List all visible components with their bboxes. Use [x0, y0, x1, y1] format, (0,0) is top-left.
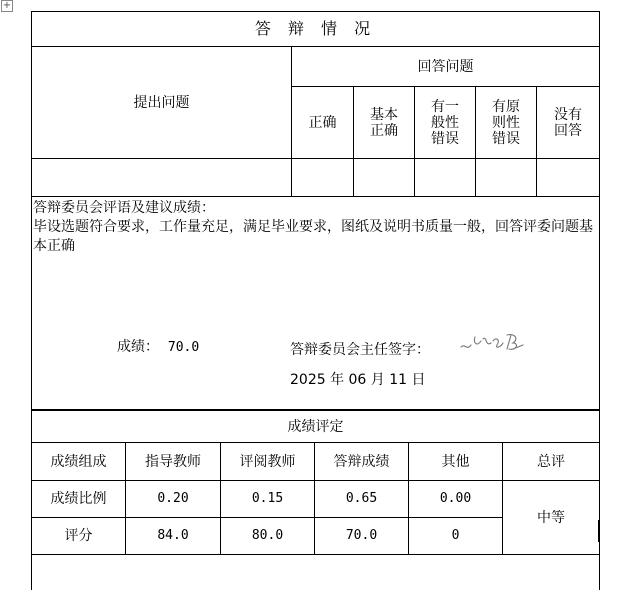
score-defense[interactable]: 70.0	[315, 518, 409, 555]
ratio-row-label: 成绩比例	[32, 481, 126, 518]
score-header-composition: 成绩组成	[32, 443, 126, 481]
score-table	[31, 410, 600, 590]
answer-col-correct: 正确	[292, 87, 354, 159]
score-row-label: 评分	[32, 518, 126, 555]
table-move-handle-icon[interactable]: +	[2, 0, 12, 11]
score-header-defense: 答辩成绩	[315, 443, 409, 481]
answer-cell-correct[interactable]	[292, 159, 354, 197]
score-header-overall: 总评	[503, 443, 600, 481]
answer-col-basically-correct: 基本 正确	[354, 87, 415, 159]
grade-value: 70.0	[167, 340, 200, 355]
grade-line	[117, 339, 199, 356]
ratio-other[interactable]: 0.00	[409, 481, 503, 518]
question-header: 提出问题	[32, 47, 292, 159]
question-cell[interactable]	[32, 159, 292, 197]
cell-cursor-marker	[598, 520, 599, 542]
grade-label: 成绩：	[117, 339, 159, 355]
handwritten-signature-icon	[457, 325, 557, 359]
defense-table	[31, 11, 600, 410]
score-advisor[interactable]: 84.0	[126, 518, 221, 555]
ratio-reviewer[interactable]: 0.15	[221, 481, 315, 518]
answer-cell-no-answer[interactable]	[537, 159, 600, 197]
answer-cell-principle-error[interactable]	[476, 159, 537, 197]
answer-col-no-answer: 没有 回答	[537, 87, 600, 159]
sign-date: 2025 年 06 月 11 日	[290, 372, 426, 388]
overall-grade[interactable]: 中等	[503, 481, 600, 555]
score-other[interactable]: 0	[409, 518, 503, 555]
blank-bottom-row[interactable]	[32, 555, 600, 590]
answer-header: 回答问题	[292, 47, 600, 87]
score-header-advisor: 指导教师	[126, 443, 221, 481]
ratio-defense[interactable]: 0.65	[315, 481, 409, 518]
chair-sign-label: 答辩委员会主任签字：	[290, 342, 430, 358]
answer-cell-general-error[interactable]	[415, 159, 476, 197]
comment-label: 答辩委员会评语及建议成绩：	[33, 200, 215, 216]
answer-col-general-error: 有一 般性 错误	[415, 87, 476, 159]
answer-cell-basically-correct[interactable]	[354, 159, 415, 197]
score-header-reviewer: 评阅教师	[221, 443, 315, 481]
score-title: 成绩评定	[32, 411, 600, 443]
comment-text: 毕设选题符合要求，工作量充足，满足毕业要求，图纸及说明书质量一般，回答评委问题基本正确	[33, 219, 593, 254]
ratio-advisor[interactable]: 0.20	[126, 481, 221, 518]
score-header-other: 其他	[409, 443, 503, 481]
defense-title: 答 辩 情 况	[32, 12, 600, 47]
answer-col-principle-error: 有原 则性 错误	[476, 87, 537, 159]
score-reviewer[interactable]: 80.0	[221, 518, 315, 555]
committee-comment-cell[interactable]	[32, 197, 600, 410]
